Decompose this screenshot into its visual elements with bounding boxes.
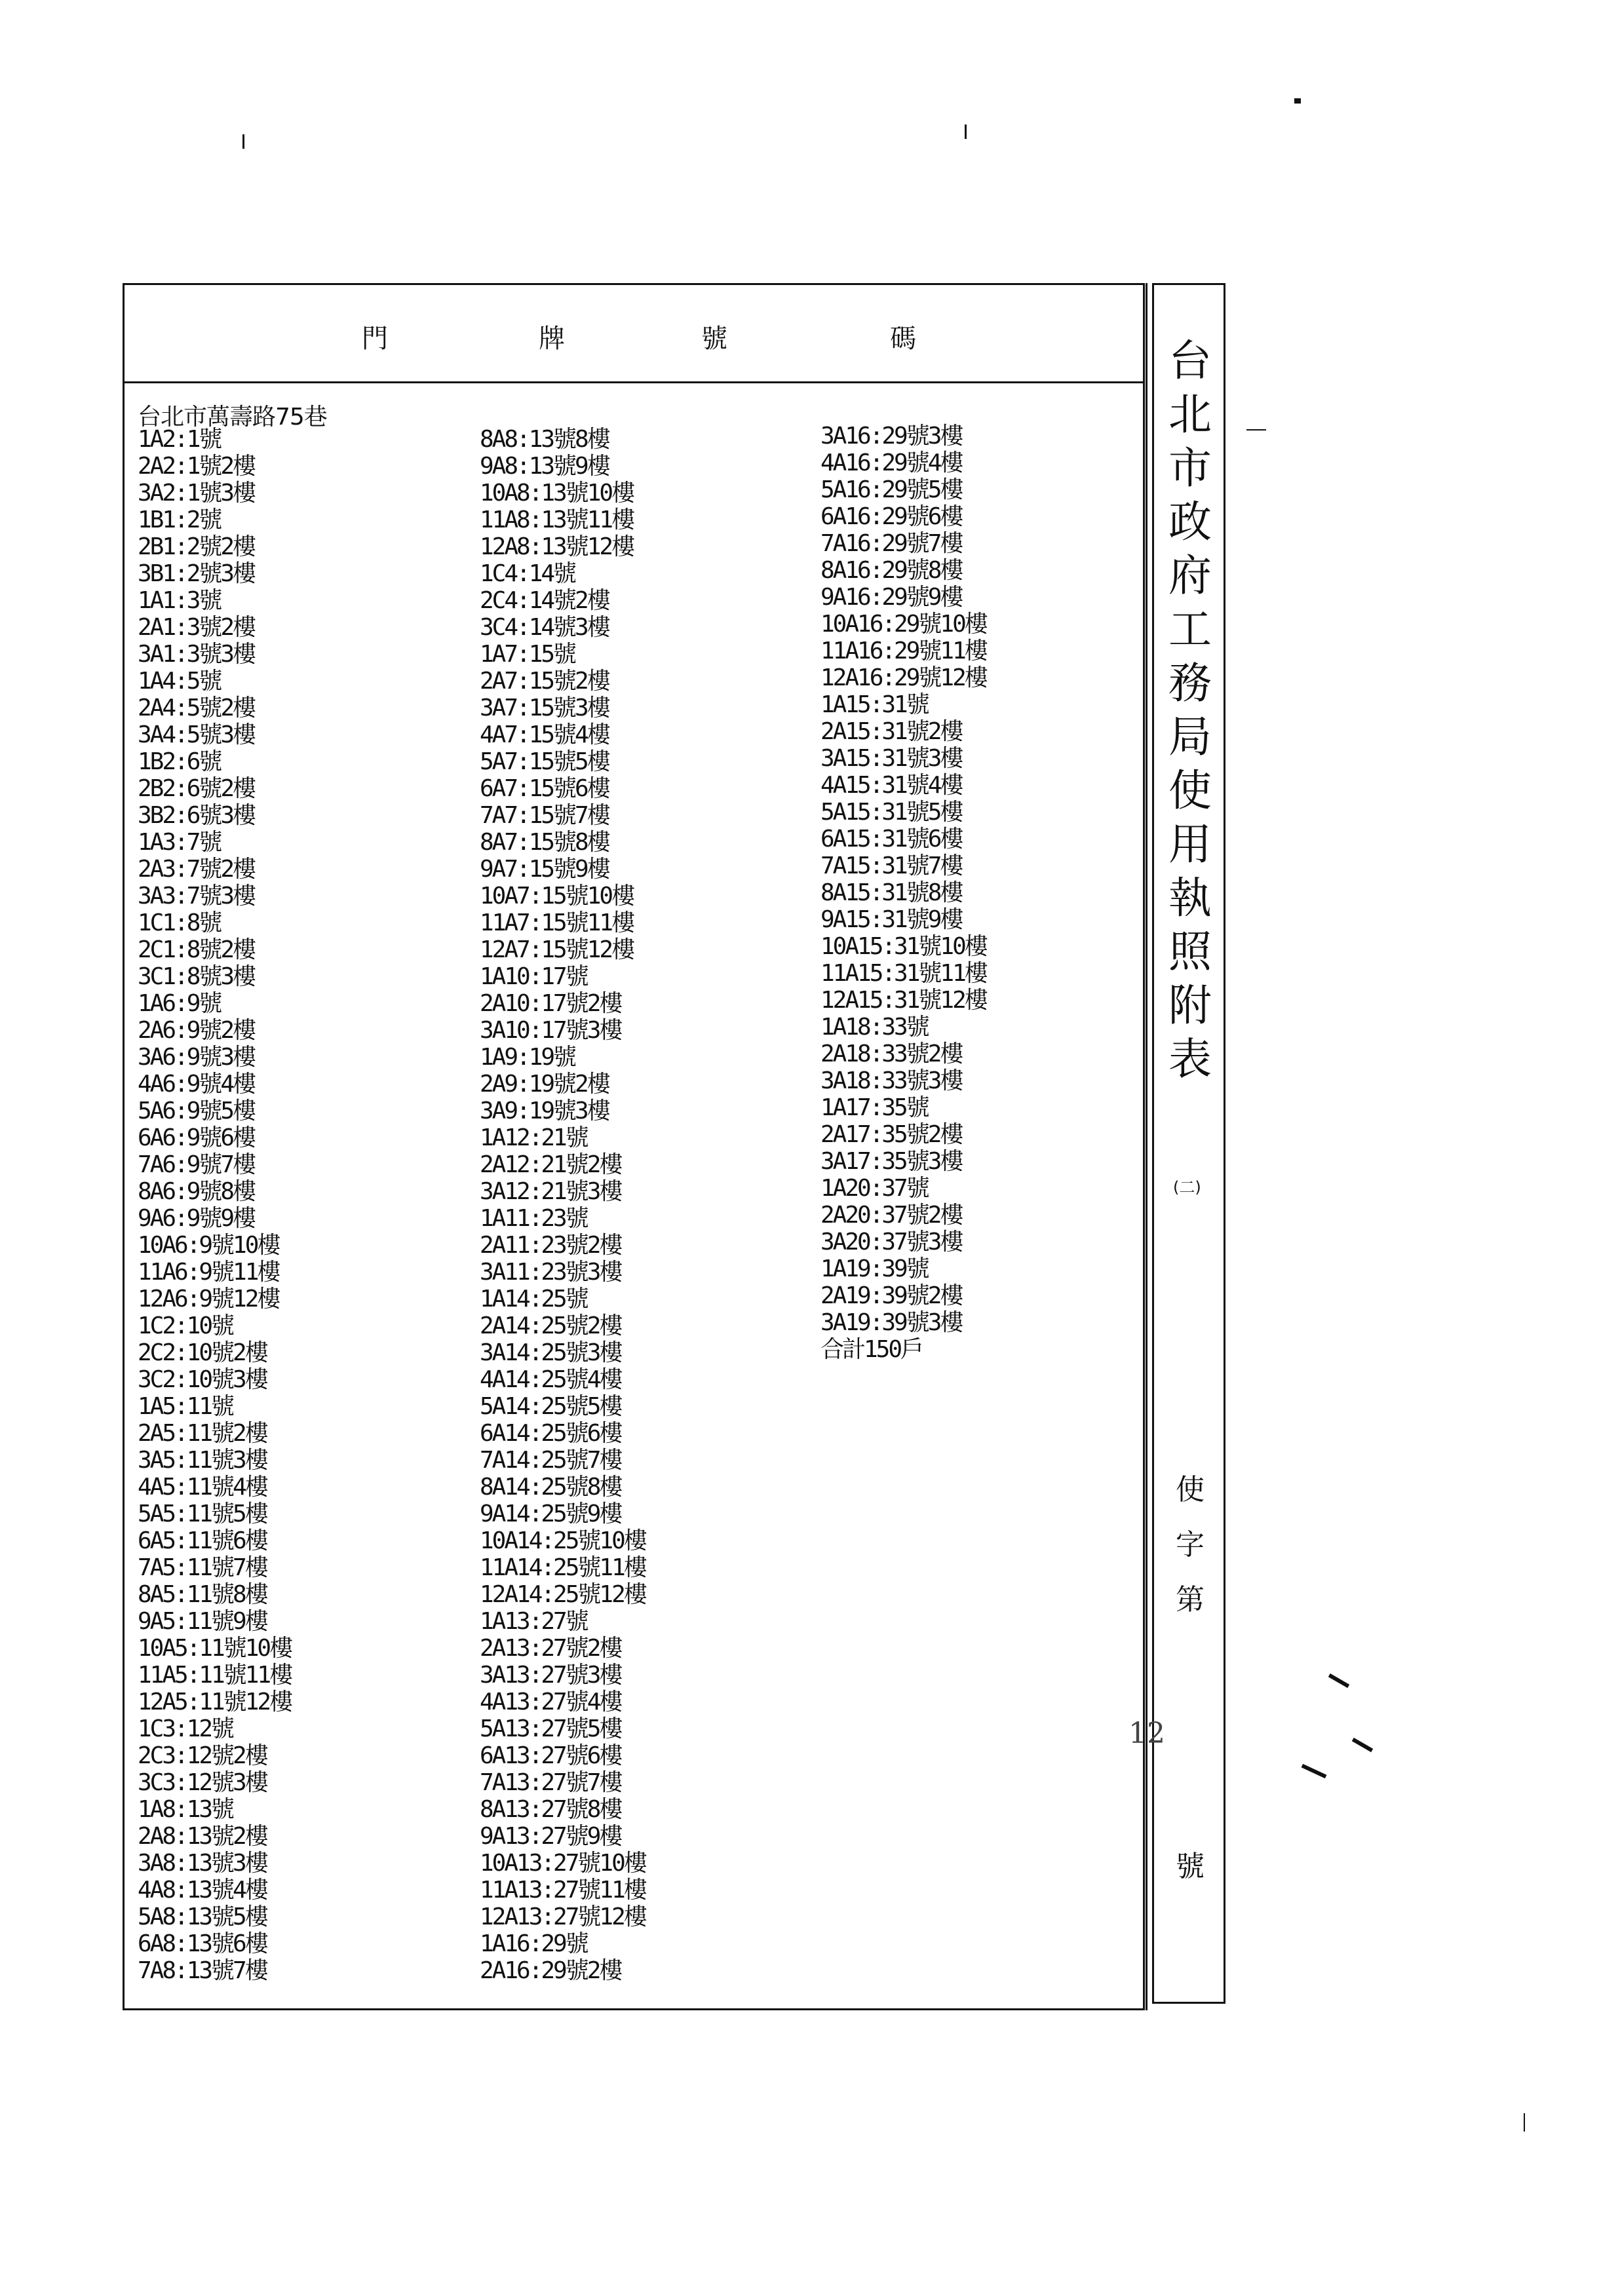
address-entry: 11A15:31號11樓 <box>820 960 986 987</box>
address-entry: 1A3:7號 <box>138 829 221 856</box>
address-entry: 2A13:27號2樓 <box>480 1635 621 1662</box>
address-entry: 1A6:9號 <box>138 990 221 1017</box>
address-entry: 2A5:11號2樓 <box>138 1420 267 1447</box>
address-entry: 7A6:9號7樓 <box>138 1151 255 1178</box>
address-entry: 1B1:2號 <box>138 507 221 533</box>
table-header-row <box>125 285 1144 383</box>
address-entry: 6A8:13號6樓 <box>138 1930 267 1957</box>
address-entry: 2A11:23號2樓 <box>480 1232 621 1259</box>
scan-mark <box>1302 1764 1327 1778</box>
address-entry: 3A13:27號3樓 <box>480 1662 621 1689</box>
address-entry: 12A15:31號12樓 <box>820 987 986 1014</box>
address-entry: 3A19:39號3樓 <box>820 1309 962 1336</box>
address-entry: 2A14:25號2樓 <box>480 1312 621 1339</box>
address-entry: 3A5:11號3樓 <box>138 1447 267 1474</box>
header-char: 門 <box>362 324 388 354</box>
address-entry: 8A7:15號8樓 <box>480 829 609 856</box>
address-entry: 4A14:25號4樓 <box>480 1366 621 1393</box>
address-entry: 2A12:21號2樓 <box>480 1151 621 1178</box>
address-entry: 9A15:31號9樓 <box>820 906 962 933</box>
address-entry: 9A7:15號9樓 <box>480 856 609 883</box>
title-char: 表 <box>1168 1034 1212 1084</box>
address-entry: 9A6:9號9樓 <box>138 1205 255 1232</box>
street-heading: 台北市萬壽路75巷 <box>138 404 327 430</box>
address-entry: 3C3:12號3樓 <box>138 1769 267 1796</box>
address-entry: 2A8:13號2樓 <box>138 1823 267 1850</box>
address-entry: 2A19:39號2樓 <box>820 1282 962 1309</box>
address-entry: 3A12:21號3樓 <box>480 1178 621 1205</box>
address-entry: 2A18:33號2樓 <box>820 1041 962 1067</box>
address-entry: 11A13:27號11樓 <box>480 1877 646 1904</box>
address-entry: 1A14:25號 <box>480 1286 587 1312</box>
address-entry: 8A6:9號8樓 <box>138 1178 255 1205</box>
address-column-1 <box>138 426 291 1984</box>
address-entry: 2A9:19號2樓 <box>480 1071 609 1098</box>
address-entry: 7A14:25號7樓 <box>480 1447 621 1474</box>
address-entry: 9A13:27號9樓 <box>480 1823 621 1850</box>
address-entry: 6A7:15號6樓 <box>480 775 609 802</box>
address-entry: 3A2:1號3樓 <box>138 480 255 507</box>
address-entry: 10A8:13號10樓 <box>480 480 634 507</box>
address-entry: 5A14:25號5樓 <box>480 1393 621 1420</box>
address-entry: 1C2:10號 <box>138 1312 233 1339</box>
address-entry: 2A6:9號2樓 <box>138 1017 255 1044</box>
document-title <box>1157 334 1223 1086</box>
title-char: 照 <box>1168 927 1212 977</box>
address-entry: 1A15:31號 <box>820 691 928 718</box>
handwritten-number: 12 <box>1128 1717 1165 1750</box>
address-entry: 3A6:9號3樓 <box>138 1044 255 1071</box>
address-entry: 10A7:15號10樓 <box>480 883 634 909</box>
title-subnumber: (二) <box>1173 1178 1201 1196</box>
address-entry: 2A20:37號2樓 <box>820 1202 962 1229</box>
address-entry: 5A13:27號5樓 <box>480 1715 621 1742</box>
address-entry: 1A18:33號 <box>820 1014 928 1041</box>
address-entry: 11A16:29號11樓 <box>820 638 986 664</box>
address-entry: 12A6:9號12樓 <box>138 1286 279 1312</box>
header-char: 號 <box>701 324 727 354</box>
address-entry: 5A6:9號5樓 <box>138 1098 255 1124</box>
address-entry: 8A15:31號8樓 <box>820 879 962 906</box>
address-entry: 9A16:29號9樓 <box>820 584 962 611</box>
address-entry: 3A14:25號3樓 <box>480 1339 621 1366</box>
address-entry: 3A11:23號3樓 <box>480 1259 621 1286</box>
address-entry: 10A6:9號10樓 <box>138 1232 279 1259</box>
address-entry: 3A17:35號3樓 <box>820 1148 962 1175</box>
scan-mark <box>242 134 244 149</box>
address-entry: 3A16:29號3樓 <box>820 423 962 450</box>
address-entry: 5A7:15號5樓 <box>480 748 609 775</box>
address-entry: 9A14:25號9樓 <box>480 1501 621 1527</box>
address-entry: 10A14:25號10樓 <box>480 1527 646 1554</box>
address-entry: 1A16:29號 <box>480 1930 587 1957</box>
address-entry: 8A5:11號8樓 <box>138 1581 267 1608</box>
title-char: 台 <box>1168 335 1212 386</box>
address-entry: 1A9:19號 <box>480 1044 575 1071</box>
address-entry: 2A1:3號2樓 <box>138 614 255 641</box>
address-entry: 3A10:17號3樓 <box>480 1017 621 1044</box>
scan-mark <box>1246 429 1266 430</box>
address-entry: 8A13:27號8樓 <box>480 1796 621 1823</box>
address-entry: 1B2:6號 <box>138 748 221 775</box>
address-column-3 <box>820 423 986 1363</box>
address-entry: 10A13:27號10樓 <box>480 1850 646 1877</box>
address-entry: 3A7:15號3樓 <box>480 695 609 721</box>
address-entry: 4A8:13號4樓 <box>138 1877 267 1904</box>
address-entry: 7A13:27號7樓 <box>480 1769 621 1796</box>
address-entry: 3A9:19號3樓 <box>480 1098 609 1124</box>
address-entry: 8A16:29號8樓 <box>820 557 962 584</box>
address-entry: 7A7:15號7樓 <box>480 802 609 829</box>
address-entry: 7A8:13號7樓 <box>138 1957 267 1984</box>
address-entry: 3C1:8號3樓 <box>138 963 255 990</box>
address-entry: 3A18:33號3樓 <box>820 1067 962 1094</box>
address-entry: 3B2:6號3樓 <box>138 802 255 829</box>
address-entry: 5A5:11號5樓 <box>138 1501 267 1527</box>
address-entry: 2A17:35號2樓 <box>820 1121 962 1148</box>
permit-char: 字 <box>1176 1528 1205 1561</box>
permit-char: 第 <box>1176 1583 1205 1617</box>
address-entry: 6A6:9號6樓 <box>138 1124 255 1151</box>
address-entry: 1A2:1號 <box>138 426 221 453</box>
address-entry: 3B1:2號3樓 <box>138 560 255 587</box>
address-entry: 1A4:5號 <box>138 668 221 695</box>
address-entry: 3C2:10號3樓 <box>138 1366 267 1393</box>
address-entry: 9A5:11號9樓 <box>138 1608 267 1635</box>
address-entry: 6A5:11號6樓 <box>138 1527 267 1554</box>
address-entry: 12A5:11號12樓 <box>138 1689 292 1715</box>
title-char: 政 <box>1168 497 1212 547</box>
scan-mark <box>1524 2113 1525 2132</box>
address-entry: 6A13:27號6樓 <box>480 1742 621 1769</box>
title-char: 使 <box>1168 765 1212 816</box>
address-entry: 7A5:11號7樓 <box>138 1554 267 1581</box>
address-entry: 6A14:25號6樓 <box>480 1420 621 1447</box>
address-entry: 5A16:29號5樓 <box>820 476 962 503</box>
address-entry: 2C1:8號2樓 <box>138 936 255 963</box>
title-char: 北 <box>1168 389 1212 440</box>
scan-mark <box>1328 1674 1349 1688</box>
address-entry: 2C4:14號2樓 <box>480 587 609 614</box>
address-entry: 10A15:31號10樓 <box>820 933 986 960</box>
address-entry: 1A5:11號 <box>138 1393 233 1420</box>
address-column-2 <box>480 426 646 1984</box>
address-entry: 1A1:3號 <box>138 587 221 614</box>
address-entry: 2B2:6號2樓 <box>138 775 255 802</box>
address-entry: 4A13:27號4樓 <box>480 1689 621 1715</box>
address-entry: 12A14:25號12樓 <box>480 1581 646 1608</box>
address-entry: 12A7:15號12樓 <box>480 936 634 963</box>
address-entry: 1A19:39號 <box>820 1255 928 1282</box>
header-char: 碼 <box>890 324 916 354</box>
address-entry: 2B1:2號2樓 <box>138 533 255 560</box>
address-entry: 7A15:31號7樓 <box>820 852 962 879</box>
address-entry: 1A10:17號 <box>480 963 587 990</box>
permit-number-label <box>1157 1463 1223 1628</box>
address-entry: 12A13:27號12樓 <box>480 1904 646 1930</box>
address-entry: 1A11:23號 <box>480 1205 587 1232</box>
address-entry: 8A14:25號8樓 <box>480 1474 621 1501</box>
scan-mark <box>1352 1738 1373 1752</box>
address-entry: 3C4:14號3樓 <box>480 614 609 641</box>
column-divider <box>1146 283 1148 2010</box>
scan-mark <box>1294 98 1301 104</box>
address-entry: 5A8:13號5樓 <box>138 1904 267 1930</box>
address-entry: 合計150戶 <box>820 1336 923 1363</box>
address-entry: 10A16:29號10樓 <box>820 611 986 638</box>
title-char: 附 <box>1168 980 1212 1031</box>
address-entry: 6A15:31號6樓 <box>820 826 962 852</box>
address-entry: 3A15:31號3樓 <box>820 745 962 772</box>
address-entry: 2A3:7號2樓 <box>138 856 255 883</box>
address-entry: 4A6:9號4樓 <box>138 1071 255 1098</box>
address-entry: 4A15:31號4樓 <box>820 772 962 799</box>
address-entry: 3A3:7號3樓 <box>138 883 255 909</box>
address-entry: 5A15:31號5樓 <box>820 799 962 826</box>
address-entry: 2A10:17號2樓 <box>480 990 621 1017</box>
title-char: 市 <box>1168 443 1212 493</box>
title-char: 務 <box>1168 658 1212 708</box>
address-entry: 9A8:13號9樓 <box>480 453 609 480</box>
address-entry: 3A20:37號3樓 <box>820 1229 962 1255</box>
address-entry: 2A15:31號2樓 <box>820 718 962 745</box>
address-entry: 1C4:14號 <box>480 560 575 587</box>
address-entry: 3A4:5號3樓 <box>138 721 255 748</box>
address-entry: 3A1:3號3樓 <box>138 641 255 668</box>
address-entry: 12A8:13號12樓 <box>480 533 634 560</box>
address-entry: 1A17:35號 <box>820 1094 928 1121</box>
permit-number-suffix: 號 <box>1176 1850 1205 1883</box>
address-entry: 1A13:27號 <box>480 1608 587 1635</box>
address-entry: 2A4:5號2樓 <box>138 695 255 721</box>
address-entry: 11A5:11號11樓 <box>138 1662 292 1689</box>
address-entry: 2A16:29號2樓 <box>480 1957 621 1984</box>
address-entry: 4A5:11號4樓 <box>138 1474 267 1501</box>
title-char: 府 <box>1168 550 1212 601</box>
header-char: 牌 <box>539 324 565 354</box>
title-char: 工 <box>1168 604 1212 655</box>
address-entry: 1C1:8號 <box>138 909 221 936</box>
address-entry: 2A7:15號2樓 <box>480 668 609 695</box>
address-entry: 10A5:11號10樓 <box>138 1635 292 1662</box>
address-entry: 3A8:13號3樓 <box>138 1850 267 1877</box>
address-entry: 6A16:29號6樓 <box>820 503 962 530</box>
address-entry: 11A14:25號11樓 <box>480 1554 646 1581</box>
address-entry: 11A7:15號11樓 <box>480 909 634 936</box>
address-entry: 4A7:15號4樓 <box>480 721 609 748</box>
title-char: 局 <box>1168 712 1212 762</box>
scan-mark <box>965 124 967 139</box>
address-entry: 1A20:37號 <box>820 1175 928 1202</box>
address-entry: 2A2:1號2樓 <box>138 453 255 480</box>
address-entry: 4A16:29號4樓 <box>820 450 962 476</box>
permit-char: 使 <box>1176 1473 1205 1506</box>
address-entry: 7A16:29號7樓 <box>820 530 962 557</box>
address-entry: 1A12:21號 <box>480 1124 587 1151</box>
address-entry: 1C3:12號 <box>138 1715 233 1742</box>
address-entry: 8A8:13號8樓 <box>480 426 609 453</box>
address-entry: 12A16:29號12樓 <box>820 664 986 691</box>
title-char: 執 <box>1168 873 1212 923</box>
address-entry: 2C2:10號2樓 <box>138 1339 267 1366</box>
address-entry: 11A6:9號11樓 <box>138 1259 279 1286</box>
address-entry: 1A8:13號 <box>138 1796 233 1823</box>
title-char: 用 <box>1168 819 1212 870</box>
address-entry: 11A8:13號11樓 <box>480 507 634 533</box>
address-entry: 2C3:12號2樓 <box>138 1742 267 1769</box>
address-entry: 1A7:15號 <box>480 641 575 668</box>
